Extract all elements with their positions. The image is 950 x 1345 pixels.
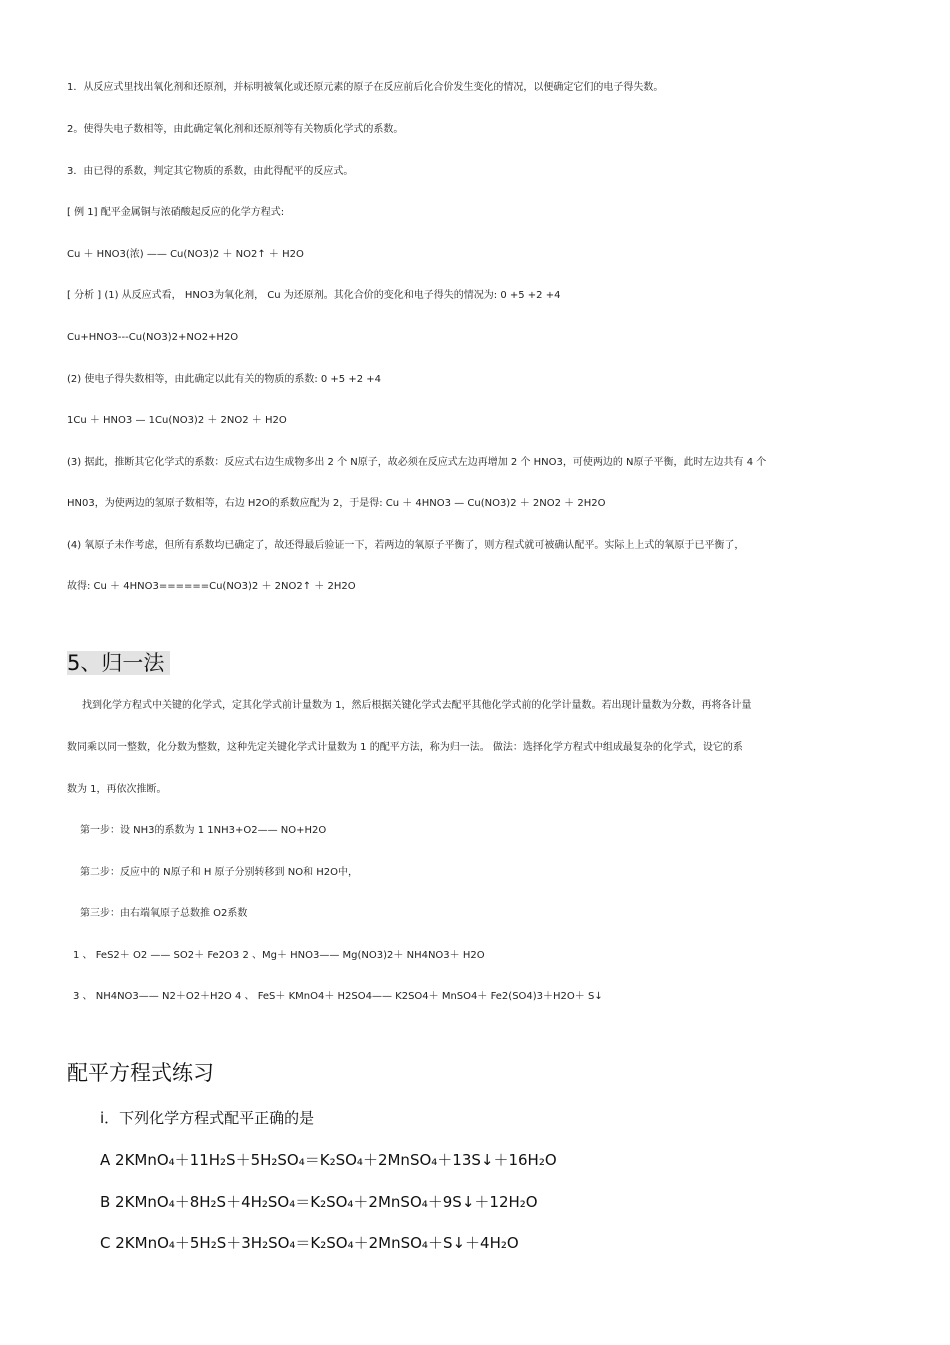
option-a: A 2KMnO₄＋11H₂S＋5H₂SO₄＝K₂SO₄＋2MnSO₄＋13S↓＋16H₂O [100,1151,557,1169]
option-c: C 2KMnO₄＋5H₂S＋3H₂SO₄＝K₂SO₄＋2MnSO₄＋S↓＋4H₂O [100,1234,519,1252]
section-5-paragraph-3: 数为 1，再依次推断。 [67,784,167,795]
exercises-1-2: 1 、 FeS2＋ O2 —— SO2＋ Fe2O3 2 、Mg＋ HNO3—— Mg(NO3)2＋ NH4NO3＋ H2O [73,950,485,961]
example-1-title: [ 例 1] 配平金属铜与浓硝酸起反应的化学方程式: [67,207,285,218]
analysis-2-equation: 1Cu ＋ HNO3 — 1Cu(NO3)2 ＋ 2NO2 ＋ H2O [67,415,287,426]
final-equation: 故得: Cu ＋ 4HNO3======Cu(NO3)2 ＋ 2NO2↑ ＋ 2H2O [67,581,356,592]
analysis-3: (3) 据此，推断其它化学式的系数：反应式右边生成物多出 2 个 N原子，故必须在反应式左边再增加 2 个 HNO3，可使两边的 N原子平衡，此时左边共有 4 个 [67,457,767,468]
step-1-text: 1．从反应式里找出氧化剂和还原剂，并标明被氧化或还原元素的原子在反应前后化合价发生变化的情况，以便确定它们的电子得失数。 [67,82,664,93]
section-5-heading [67,649,170,677]
section-5-title: 5、归一法 [67,651,170,675]
section-5-paragraph-2: 数同乘以同一整数，化分数为整数，这种先定关键化学式计量数为 1 的配平方法，称为归一法。 做法：选择化学方程式中组成最复杂的化学式，设它的系 [67,742,743,753]
section-5-step-1: 第一步：设 NH3的系数为 1 1NH3+O2—— NO+H2O [80,825,327,836]
example-1-equation: Cu ＋ HNO3(浓) —— Cu(NO3)2 ＋ NO2↑ ＋ H2O [67,249,304,260]
practice-heading: 配平方程式练习 [67,1061,214,1085]
analysis-1: [ 分析 ] (1) 从反应式看， HNO3为氧化剂， Cu 为还原剂。其化合价的变化和电子得失的情况为: 0 +5 +2 +4 [67,290,561,301]
section-5-step-3: 第三步：由右端氧原子总数推 O2系数 [80,908,248,919]
step-2-text: 2。使得失电子数相等，由此确定氧化剂和还原剂等有关物质化学式的系数。 [67,124,404,135]
analysis-2: (2) 使电子得失数相等，由此确定以此有关的物质的系数: 0 +5 +2 +4 [67,374,382,385]
section-5-step-2: 第二步：反应中的 N原子和 H 原子分别转移到 NO和 H2O中， [80,867,358,878]
analysis-equation: Cu+HNO3---Cu(NO3)2+NO2+H2O [67,332,239,343]
practice-question: i．下列化学方程式配平正确的是 [100,1109,315,1127]
section-5-paragraph-1: 找到化学方程式中关键的化学式，定其化学式前计量数为 1，然后根据关键化学式去配平其他化学式前的化学计量数。若出现计量数为分数，再将各计量 [82,700,752,711]
exercises-3-4: 3 、 NH4NO3—— N2＋O2＋H2O 4 、 FeS＋ KMnO4＋ H2SO4—— K2SO4＋ MnSO4＋ Fe2(SO4)3＋H2O＋ S↓ [73,991,603,1002]
analysis-3-cont: HN03，为使两边的氢原子数相等，右边 H2O的系数应配为 2，于是得: Cu ＋ 4HNO3 — Cu(NO3)2 ＋ 2NO2 ＋ 2H2O [67,498,606,509]
option-b: B 2KMnO₄＋8H₂S＋4H₂SO₄＝K₂SO₄＋2MnSO₄＋9S↓＋12H₂O [100,1193,538,1211]
analysis-4: (4) 氧原子未作考虑，但所有系数均已确定了，故还得最后验证一下，若两边的氧原子平衡了，则方程式就可被确认配平。实际上上式的氧原于已平衡了， [67,540,745,551]
step-3-text: 3．由已得的系数，判定其它物质的系数，由此得配平的反应式。 [67,166,354,177]
